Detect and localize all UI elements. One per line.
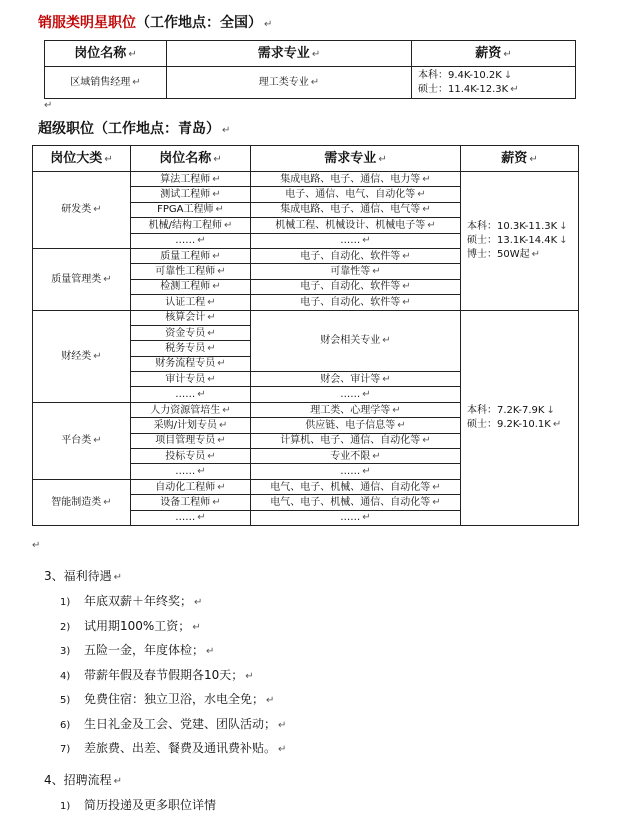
header-position: 岗位名称 ↵: [45, 41, 167, 67]
position-cell: …… ↵: [131, 233, 251, 248]
list-text: 差旅费、出差、餐费及通讯费补贴。: [84, 741, 277, 755]
position-cell: 投标专员 ↵: [131, 449, 251, 464]
list-text: 试用期100%工资；: [84, 618, 191, 633]
list-item: 4) 带薪年假及春节假期各10天； ↵: [60, 667, 254, 682]
list-number: 1): [60, 597, 71, 608]
header-major: 需求专业 ↵: [251, 146, 461, 172]
position-cell: 区域销售经理 ↵: [45, 67, 167, 99]
position-cell: 核算会计 ↵: [131, 310, 251, 325]
list-number: 4): [60, 670, 71, 682]
position-cell: 人力资源管培生 ↵: [131, 402, 251, 417]
position-cell: 认证工程 ↵: [131, 295, 251, 310]
major-cell: 财会相关专业 ↵: [251, 310, 461, 372]
paragraph-mark: ↵: [32, 540, 41, 551]
header-salary: 薪资 ↵: [461, 146, 579, 172]
list-number: 3): [60, 646, 71, 657]
major-cell: 理工类、心理学等 ↵: [251, 402, 461, 417]
position-cell: 项目管理专员 ↵: [131, 433, 251, 448]
header-major: 需求专业 ↵: [167, 41, 412, 67]
major-cell: 集成电路、电子、通信、电气等 ↵: [251, 202, 461, 217]
list-text: 简历投递及更多职位详情: [84, 798, 217, 812]
category-cell: 财经类 ↵: [33, 310, 131, 402]
table-row: [33, 172, 579, 187]
list-number: 2): [60, 621, 71, 633]
super-positions-table: [32, 145, 579, 526]
major-cell: 供应链、电子信息等 ↵: [251, 418, 461, 433]
list-text: 五险一金，年度体检；: [84, 643, 205, 657]
list-text: 免费住宿：独立卫浴，水电全免；: [84, 692, 265, 706]
major-cell: 可靠性等 ↵: [251, 264, 461, 279]
position-cell: 资金专员 ↵: [131, 325, 251, 340]
major-cell: 电子、通信、电气、自动化等 ↵: [251, 187, 461, 202]
star-positions-table: [44, 40, 576, 99]
list-text: 年底双薪＋年终奖；: [84, 594, 193, 608]
major-cell: 电子、自动化、软件等 ↵: [251, 295, 461, 310]
position-cell: 税务专员 ↵: [131, 341, 251, 356]
header-salary: 薪资 ↵: [412, 41, 576, 67]
list-item: 7) 差旅费、出差、餐费及通讯费补贴。 ↵: [60, 741, 287, 755]
table-row: [33, 310, 579, 325]
list-number: 6): [60, 719, 71, 731]
list-text: 生日礼金及工会、党建、团队活动；: [84, 716, 277, 731]
position-cell: 可靠性工程师 ↵: [131, 264, 251, 279]
header-position: 岗位名称 ↵: [131, 146, 251, 172]
section1-title-location: （工作地点：全国）: [136, 15, 262, 31]
list-item: 5) 免费住宿：独立卫浴，水电全免； ↵: [60, 692, 275, 706]
major-cell: …… ↵: [251, 233, 461, 248]
position-cell: FPGA工程师 ↵: [131, 202, 251, 217]
salary-cell: 本科：10.3K-11.3K ↓ 硕士：13.1K-14.4K ↓ 博士：50W起 ↵: [461, 172, 579, 311]
list-item: 1) 年底双薪＋年终奖； ↵: [60, 594, 203, 608]
category-cell: 平台类 ↵: [33, 402, 131, 479]
major-cell: 专业不限 ↵: [251, 449, 461, 464]
category-cell: 研发类 ↵: [33, 172, 131, 249]
table-header-row: [33, 146, 579, 172]
salary-cell: 本科：9.4K-10.2K ↓ 硕士：11.4K-12.3K ↵: [412, 67, 576, 99]
major-cell: 集成电路、电子、通信、电力等 ↵: [251, 172, 461, 187]
position-cell: 机械/结构工程师 ↵: [131, 218, 251, 233]
major-cell: …… ↵: [251, 510, 461, 525]
position-cell: 检测工程师 ↵: [131, 279, 251, 294]
recruitment-title: 4、招聘流程 ↵: [44, 773, 123, 787]
list-number: 7): [60, 744, 71, 755]
position-cell: 审计专员 ↵: [131, 372, 251, 387]
table-row: [45, 67, 576, 99]
major-cell: …… ↵: [251, 464, 461, 479]
major-cell: 机械工程、机械设计、机械电子等 ↵: [251, 218, 461, 233]
section1-title: 销服类明星职位（工作地点：全国） ↵: [38, 15, 273, 31]
category-cell: 智能制造类 ↵: [33, 479, 131, 525]
list-item: [60, 796, 216, 813]
major-cell: 电气、电子、机械、通信、自动化等 ↵: [251, 479, 461, 494]
list-text: 带薪年假及春节假期各10天；: [84, 667, 244, 682]
list-item: 3) 五险一金，年度体检； ↵: [60, 643, 215, 657]
category-cell: 质量管理类 ↵: [33, 248, 131, 310]
position-cell: 设备工程师 ↵: [131, 495, 251, 510]
salary-cell: 本科：7.2K-7.9K ↓ 硕士：9.2K-10.1K ↵: [461, 310, 579, 525]
major-cell: 计算机、电子、通信、自动化等 ↵: [251, 433, 461, 448]
position-cell: 测试工程师 ↵: [131, 187, 251, 202]
position-cell: 采购/计划专员 ↵: [131, 418, 251, 433]
list-number: 1): [60, 801, 71, 812]
position-cell: 自动化工程师 ↵: [131, 479, 251, 494]
major-cell: 电子、自动化、软件等 ↵: [251, 248, 461, 263]
paragraph-mark: ↵: [44, 100, 53, 111]
major-cell: 财会、审计等 ↵: [251, 372, 461, 387]
position-cell: 算法工程师 ↵: [131, 172, 251, 187]
section1-title-highlight: 销服类明星职位: [38, 15, 136, 31]
section2-title: 超级职位（工作地点：青岛） ↵: [38, 121, 231, 137]
position-cell: 质量工程师 ↵: [131, 248, 251, 263]
major-cell: 电气、电子、机械、通信、自动化等 ↵: [251, 495, 461, 510]
major-cell: 理工类专业 ↵: [167, 67, 412, 99]
position-cell: …… ↵: [131, 387, 251, 402]
position-cell: …… ↵: [131, 464, 251, 479]
list-item: 6) 生日礼金及工会、党建、团队活动； ↵: [60, 716, 287, 731]
benefits-title: 3、福利待遇 ↵: [44, 569, 123, 583]
header-category: 岗位大类 ↵: [33, 146, 131, 172]
position-cell: …… ↵: [131, 510, 251, 525]
table-header-row: [45, 41, 576, 67]
major-cell: …… ↵: [251, 387, 461, 402]
major-cell: 电子、自动化、软件等 ↵: [251, 279, 461, 294]
list-item: 2) 试用期100%工资； ↵: [60, 618, 201, 633]
list-number: 5): [60, 695, 71, 706]
position-cell: 财务流程专员 ↵: [131, 356, 251, 371]
